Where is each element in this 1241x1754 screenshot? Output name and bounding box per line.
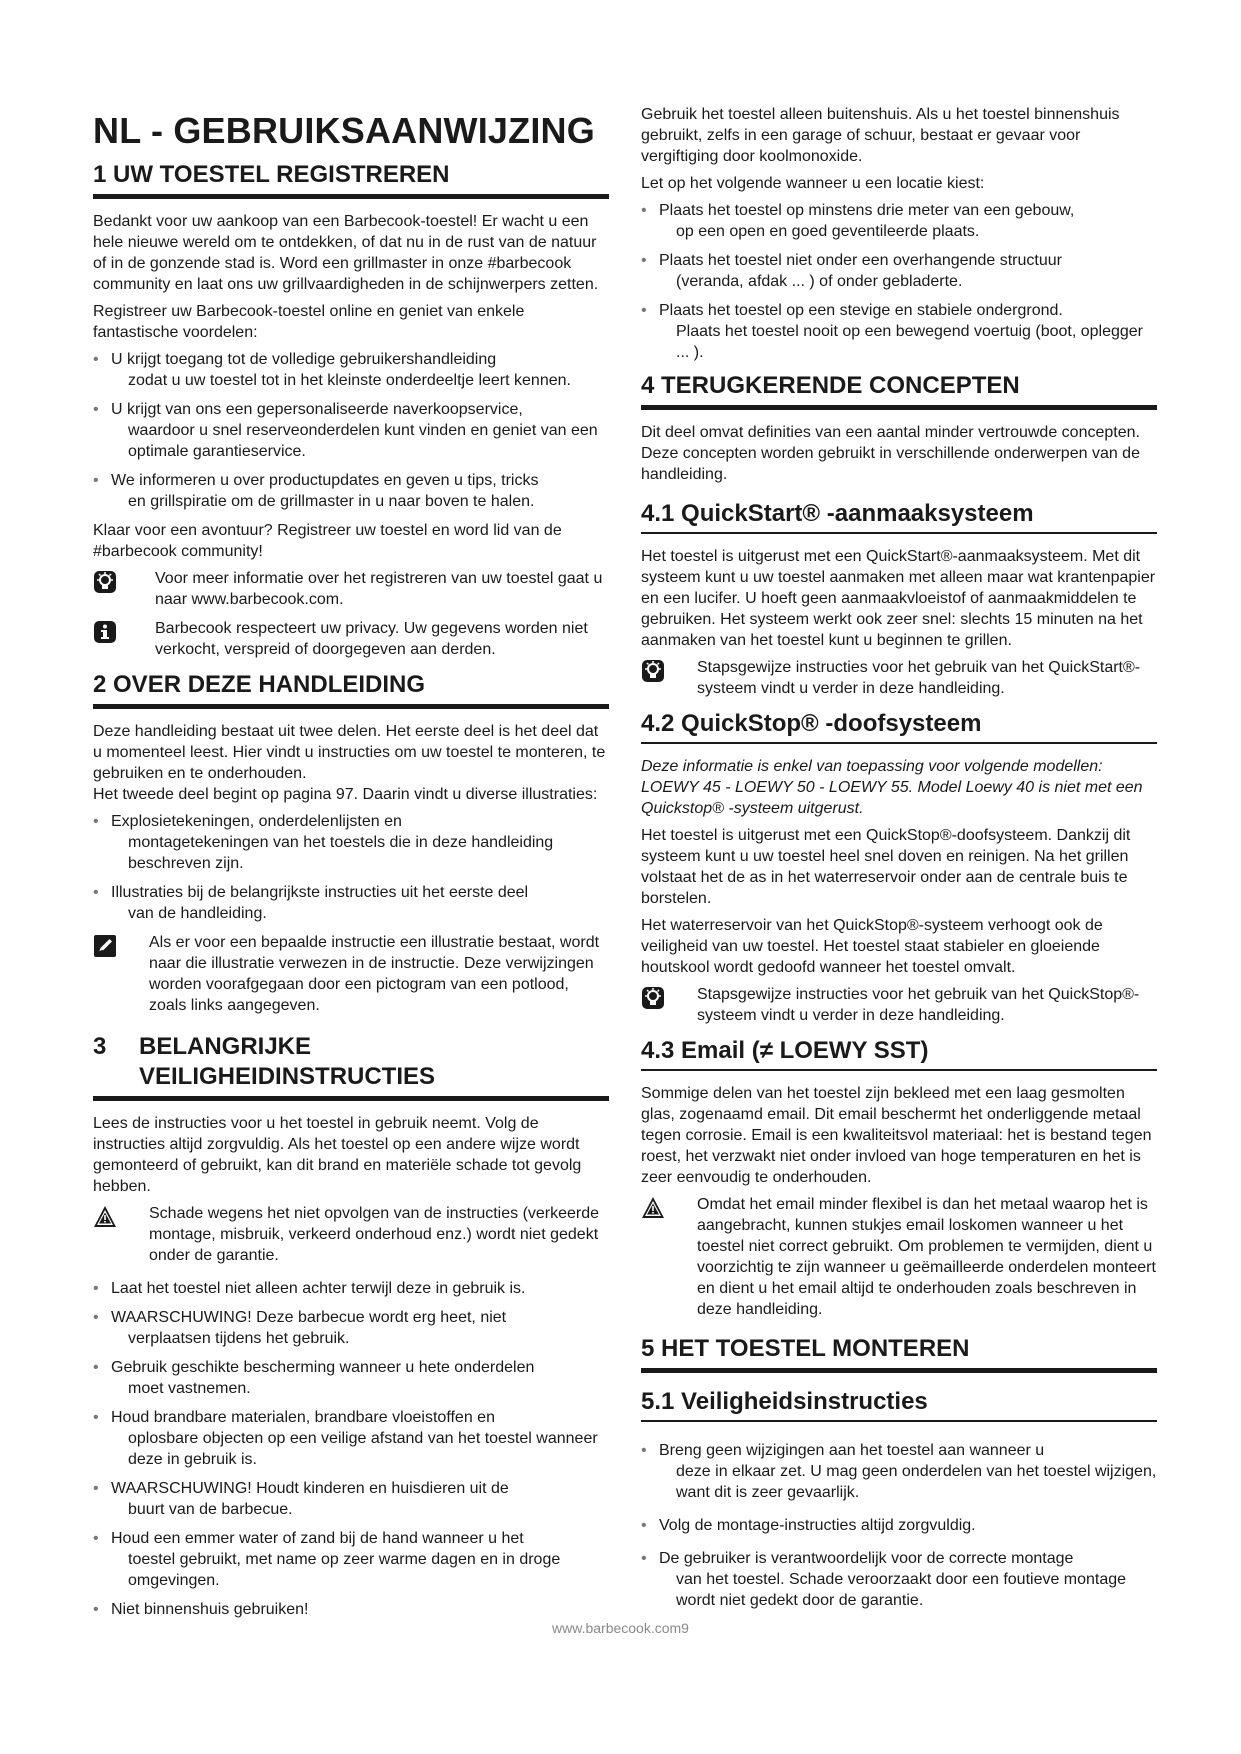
info-icon [93,620,117,644]
bullet-list [641,200,1157,363]
lightbulb-icon [641,659,665,683]
section-4-2-heading: 4.2 QuickStop® -doofsysteem [641,709,1157,744]
note-text: Schade wegens het niet opvolgen van de instructies (verkeerde montage, misbruik, verkeerd onderhoud enz.) wordt niet gedekt onder de garantie. [149,1205,600,1264]
list-item: • Illustraties bij de belangrijkste instructies uit het eerste deel van de handleiding. [93,882,609,924]
note-text: Stapsgewijze instructies voor het gebruik van het QuickStop®-systeem vindt u verder in deze handleiding. [697,986,1140,1024]
note-text: Omdat het email minder flexibel is dan het metaal waarop het is aangebracht, kunnen stukjes email loskomen wanneer u het toestel niet correct gebruikt. Om problemen te vermijden, dient u voorzichtig te zijn wanneer u geëmailleerde onderdelen monteert en dient u het email altijd te onderhouden zoals beschreven in deze handleiding. [697,1196,1156,1318]
section-4-heading: 4 TERUGKERENDE CONCEPTEN [641,371,1157,410]
warning-icon [641,1196,665,1220]
list-item: • De gebruiker is verantwoordelijk voor de correcte montage van het toestel. Schade veroorzaakt door een foutieve montage wordt niet gedekt door de garantie. [641,1548,1157,1611]
page-title: NL - GEBRUIKSAANWIJZING [93,110,595,151]
list-item: • Niet binnenshuis gebruiken! [93,1599,609,1620]
tip-note [641,984,1157,1026]
list-item: • Plaats het toestel niet onder een overhangende structuur (veranda, afdak ... ) of onder gebladerte. [641,250,1157,292]
paragraph: Gebruik het toestel alleen buitenshuis. Als u het toestel binnenshuis gebruikt, zelfs in een garage of schuur, bestaat er gevaar voor vergiftiging door koolmonoxide. [641,106,1120,165]
list-item: • WAARSCHUWING! Houdt kinderen en huisdieren uit de buurt van de barbecue. [93,1478,609,1520]
bullet-list [641,1440,1157,1611]
paragraph: Het tweede deel begint op pagina 97. Daarin vindt u diverse illustraties: [93,786,598,803]
paragraph: Bedankt voor uw aankoop van een Barbecook-toestel! Er wacht u een hele nieuwe wereld om te ontdekken, of dat nu in de rust van de natuur of in de gonzende stad is. Word een grillmaster in onze #barbecook community en laat ons uw grillvaardigheden in de schijnwerpers zetten. [93,213,599,293]
pencil-note [93,932,609,1016]
lightbulb-icon [641,986,665,1010]
list-item: • Plaats het toestel op een stevige en stabiele ondergrond. Plaats het toestel nooit op een bewegend voertuig (boot, oplegger ... ). [641,300,1157,363]
lightbulb-icon [93,570,117,594]
list-item: • Explosietekeningen, onderdelenlijsten en montagetekeningen van het toestels die in deze handleiding beschreven zijn. [93,811,609,874]
left-column [93,98,609,1628]
note-text: Stapsgewijze instructies voor het gebruik van het QuickStart®-systeem vindt u verder in deze handleiding. [697,659,1141,697]
note-text: Barbecook respecteert uw privacy. Uw gegevens worden niet verkocht, verspreid of doorgegeven aan derden. [155,620,588,658]
section-2-heading: 2 OVER DEZE HANDLEIDING [93,670,609,709]
list-item: • Breng geen wijzigingen aan het toestel aan wanneer u deze in elkaar zet. U mag geen onderdelen van het toestel wijzigen, want dit is zeer gevaarlijk. [641,1440,1157,1503]
list-item: • Houd brandbare materialen, brandbare vloeistoffen en oplosbare objecten op een veilige afstand van het toestel wanneer deze in gebruik is. [93,1407,609,1470]
bullet-list [93,811,609,924]
list-item: • Houd een emmer water of zand bij de hand wanneer u het toestel gebruikt, met name op zeer warme dagen en in droge omgevingen. [93,1528,609,1591]
paragraph: Registreer uw Barbecook-toestel online en geniet van enkele fantastische voordelen: [93,303,525,341]
section-number: 3 [93,1033,107,1060]
tip-note [641,657,1157,699]
pencil-icon [93,934,117,958]
bullet-list [93,1278,609,1620]
paragraph: Het waterreservoir van het QuickStop®-systeem verhoogt ook de veiligheid van uw toestel. Het toestel staat stabieler en gloeiende houtskool wordt gedoofd wanneer het toestel omvalt. [641,917,1103,976]
section-title: BELANGRIJKE VEILIGHEIDINSTRUCTIES [139,1033,436,1090]
paragraph: Klaar voor een avontuur? Registreer uw toestel en word lid van de #barbecook community! [93,522,562,560]
paragraph: Dit deel omvat definities van een aantal minder vertrouwde concepten. Deze concepten worden gebruikt in verschillende onderwerpen van de handleiding. [641,424,1140,483]
list-item: • Laat het toestel niet alleen achter terwijl deze in gebruik is. [93,1278,609,1299]
list-item: • U krijgt toegang tot de volledige gebruikershandleiding zodat u uw toestel tot in het kleinste onderdeeltje leert kennen. [93,349,609,391]
list-item: • We informeren u over productupdates en geven u tips, tricks en grillspiratie om de grillmaster in u naar boven te halen. [93,470,609,512]
warning-note [93,1203,609,1266]
list-item: • Plaats het toestel op minstens drie meter van een gebouw, op een open en goed geventileerde plaats. [641,200,1157,242]
section-5-heading: 5 HET TOESTEL MONTEREN [641,1334,1157,1373]
list-item: • Gebruik geschikte bescherming wanneer u hete onderdelen moet vastnemen. [93,1357,609,1399]
list-item: • WAARSCHUWING! Deze barbecue wordt erg heet, niet verplaatsen tijdens het gebruik. [93,1307,609,1349]
bullet-list [93,349,609,512]
paragraph: Lees de instructies voor u het toestel in gebruik neemt. Volg de instructies altijd zorgvuldig. Als het toestel op een andere wijze wordt gemonteerd of gebruikt, kan dit brand en materiële schade tot gevolg hebben. [93,1115,582,1195]
paragraph: Het toestel is uitgerust met een QuickStop®-doofsysteem. Dankzij dit systeem kunt u uw toestel heel snel doven en reinigen. Na het grillen volstaat het de as in het waterreservoir onder aan de centrale buis te borstelen. [641,827,1131,907]
section-4-3-heading: 4.3 Email (≠ LOEWY SST) [641,1036,1157,1071]
section-5-1-heading: 5.1 Veiligheidsinstructies [641,1387,1157,1422]
note-text: Als er voor een bepaalde instructie een illustratie bestaat, wordt naar die illustratie verwezen in de instructie. Deze verwijzingen worden voorafgegaan door een pictogram van een potlood, zoals links aangegeven. [149,934,600,1014]
warning-note [641,1194,1157,1320]
list-item: • Volg de montage-instructies altijd zorgvuldig. [641,1515,1157,1536]
tip-note [93,568,609,610]
paragraph: Let op het volgende wanneer u een locatie kiest: [641,175,985,192]
note-text: Voor meer informatie over het registreren van uw toestel gaat u naar www.barbecook.com. [155,570,603,608]
info-note [93,618,609,660]
section-4-1-heading: 4.1 QuickStart® -aanmaaksysteem [641,499,1157,534]
warning-icon [93,1205,117,1229]
list-item: • U krijgt van ons een gepersonaliseerde naverkoopservice, waardoor u snel reserveonderdelen kunt vinden en geniet van een optimale garantieservice. [93,399,609,462]
paragraph: Deze informatie is enkel van toepassing voor volgende modellen: LOEWY 45 - LOEWY 50 - LOEWY 55. Model Loewy 40 is niet met een Quickstop® -systeem uitgerust. [641,758,1143,817]
paragraph: Het toestel is uitgerust met een QuickStart®-aanmaaksysteem. Met dit systeem kunt u uw toestel aanmaken met alleen maar wat krantenpapier en een lucifer. U hoeft geen aanmaakvloeistof of aanmaakmiddelen te gebruiken. Het systeem werkt ook zeer snel: slechts 15 minuten na het aanmaken van het toestel kunt u beginnen te grillen. [641,548,1156,649]
page-footer: www.barbecook.com9 [552,1620,689,1636]
section-3-heading [93,1032,609,1101]
right-column [641,104,1157,1619]
paragraph: Deze handleiding bestaat uit twee delen. Het eerste deel is het deel dat u momenteel leest. Hier vindt u instructies om uw toestel te monteren, te gebruiken en te onderhouden. [93,723,606,782]
section-1-heading: 1 UW TOESTEL REGISTREREN [93,160,609,199]
paragraph: Sommige delen van het toestel zijn bekleed met een laag gesmolten glas, zogenaamd email. Dit email beschermt het onderliggende metaal tegen corrosie. Email is een kwaliteitsvol materiaal: het is bestand tegen roest, het verzwakt niet onder invloed van hoge temperaturen en het is zeer eenvoudig te onderhouden. [641,1085,1152,1186]
